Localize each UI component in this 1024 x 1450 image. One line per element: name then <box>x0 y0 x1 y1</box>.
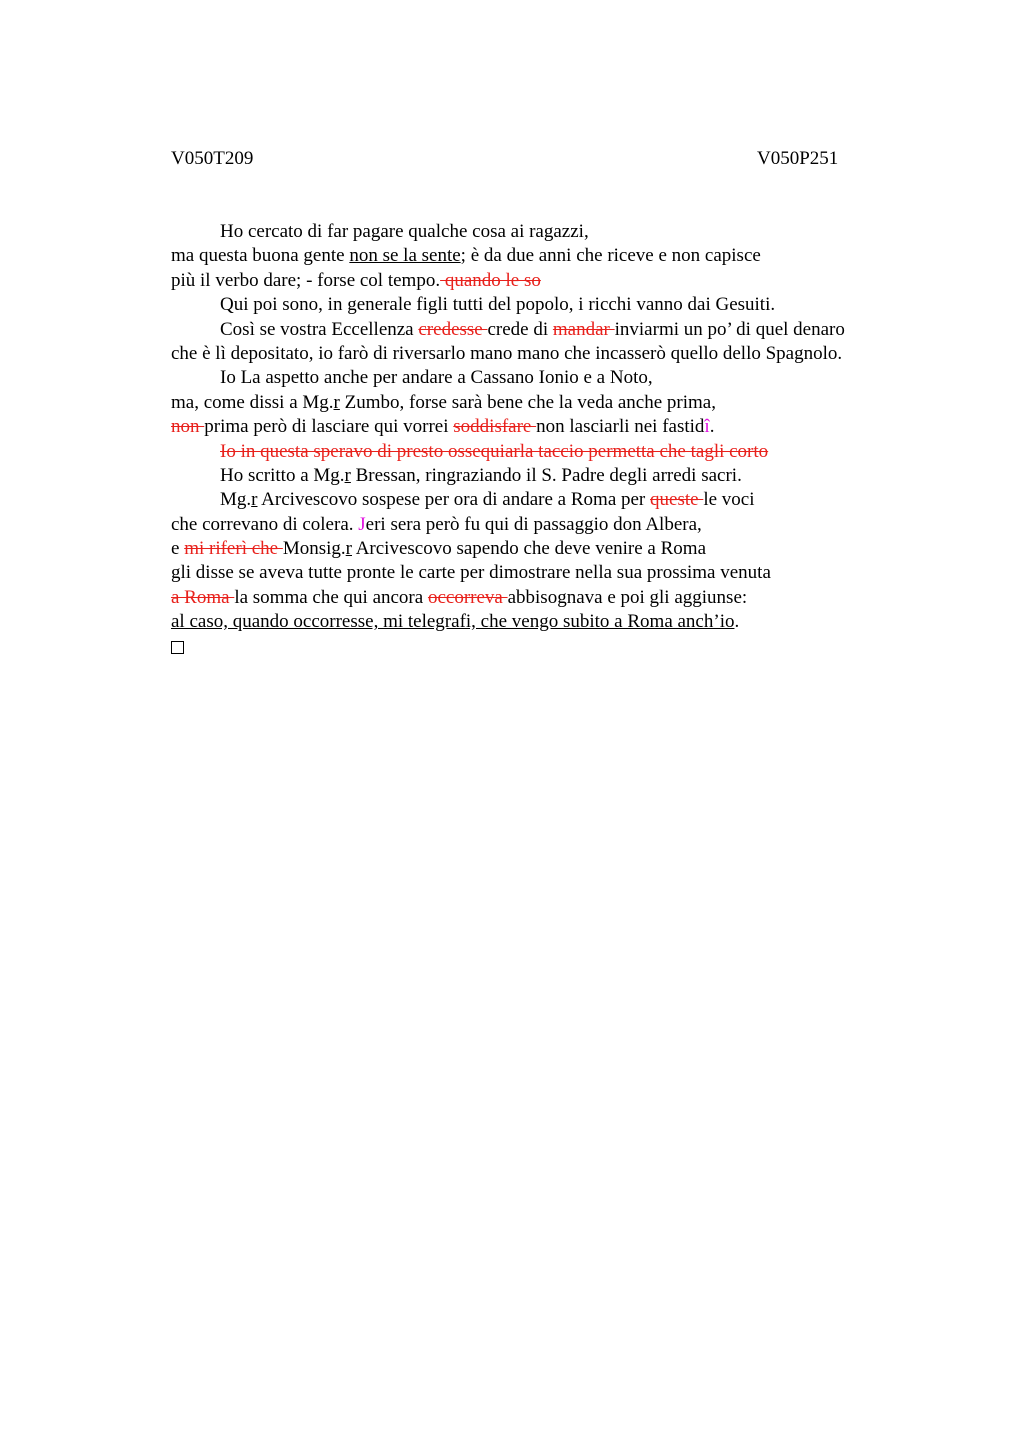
deleted-text: soddisfare <box>453 416 537 438</box>
text-line-4 <box>171 293 961 317</box>
text-run: ma questa buona gente <box>171 245 350 267</box>
text-line-16 <box>171 586 961 610</box>
text-run: prima però di lasciare qui vorrei <box>204 416 454 438</box>
text-run: crede di <box>487 318 553 340</box>
deleted-text: credesse <box>418 318 488 340</box>
deleted-text: a Roma <box>171 586 235 608</box>
text-line-6 <box>171 342 961 366</box>
text-run: non lasciarli nei fastid <box>536 416 705 438</box>
letter-body <box>171 220 961 659</box>
text-run: Io La aspetto anche per andare a Cassano Ionio e a Noto, <box>220 367 653 389</box>
text-line-2 <box>171 244 961 268</box>
text-run: Monsig. <box>282 538 346 560</box>
deleted-text: mandar <box>552 318 615 340</box>
text-run: Zumbo, forse sarà bene che la veda anche prima, <box>339 391 716 413</box>
underlined-text: r <box>333 391 340 413</box>
end-marker-line <box>171 635 961 659</box>
text-run: più il verbo dare; - forse col tempo. <box>171 269 441 291</box>
text-line-12 <box>171 488 961 512</box>
deleted-text: Io in questa speravo di presto ossequiarla taccio permetta che tagli corto <box>220 440 769 462</box>
text-line-3 <box>171 269 961 293</box>
text-run: che correvano di colera. <box>171 513 359 535</box>
text-line-11 <box>171 464 961 488</box>
text-run: Arcivescovo sapendo che deve venire a Roma <box>352 538 707 560</box>
text-run: abbisognava e poi gli aggiunse: <box>507 586 748 608</box>
text-line-1 <box>171 220 961 244</box>
empty-square-icon <box>171 641 184 654</box>
text-run: Qui poi sono, in generale figli tutti del popolo, i ricchi vanno dai Gesuiti. <box>220 294 776 316</box>
text-line-5 <box>171 318 961 342</box>
page-code-right: V050P251 <box>757 148 839 169</box>
deleted-text: queste <box>650 489 704 511</box>
text-run: gli disse se aveva tutte pronte le carte per dimostrare nella sua prossima venuta <box>171 562 771 584</box>
text-run: Ho scritto a Mg. <box>220 464 345 486</box>
deleted-text: mi riferì che <box>184 538 283 560</box>
text-run: Così se vostra Eccellenza <box>220 318 419 340</box>
deleted-text: non <box>171 416 205 438</box>
deleted-text: occorreva <box>427 586 508 608</box>
text-line-13 <box>171 513 961 537</box>
text-run: . <box>709 416 715 438</box>
text-run: inviarmi un po’ di quel denaro <box>614 318 845 340</box>
text-run: Bressan, ringraziando il S. Padre degli arredi sacri. <box>350 464 742 486</box>
text-line-15 <box>171 561 961 585</box>
text-run: le voci <box>703 489 755 511</box>
text-run: e <box>171 538 185 560</box>
text-line-10 <box>171 440 961 464</box>
underlined-text: r <box>345 538 352 560</box>
text-run: eri sera però fu qui di passaggio don Albera, <box>365 513 702 535</box>
deleted-text: quando le so <box>440 269 541 291</box>
underlined-text: r <box>344 464 351 486</box>
text-run: ma, come dissi a Mg. <box>171 391 334 413</box>
text-run: . <box>734 611 740 633</box>
text-run: Mg. <box>220 489 252 511</box>
text-run: ; è da due anni che riceve e non capisce <box>460 245 761 267</box>
underlined-text: non se la sente <box>349 245 461 267</box>
text-line-7 <box>171 366 961 390</box>
text-line-14 <box>171 537 961 561</box>
text-run: che è lì depositato, io farò di riversarlo mano mano che incasserò quello dello Spagnolo. <box>171 342 843 364</box>
underlined-text: r <box>251 489 258 511</box>
text-line-8 <box>171 391 961 415</box>
text-run: Ho cercato di far pagare qualche cosa ai ragazzi, <box>220 221 589 242</box>
inserted-mark: J <box>358 513 366 535</box>
inserted-mark: î <box>704 416 710 438</box>
text-line-9 <box>171 415 961 439</box>
underlined-text: al caso, quando occorresse, mi telegrafi, che vengo subito a Roma anch’io <box>171 611 735 633</box>
text-run: Arcivescovo sospese per ora di andare a Roma per <box>257 489 651 511</box>
text-run: la somma che qui ancora <box>234 586 428 608</box>
text-line-17 <box>171 610 961 634</box>
document-code-left: V050T209 <box>171 148 254 169</box>
